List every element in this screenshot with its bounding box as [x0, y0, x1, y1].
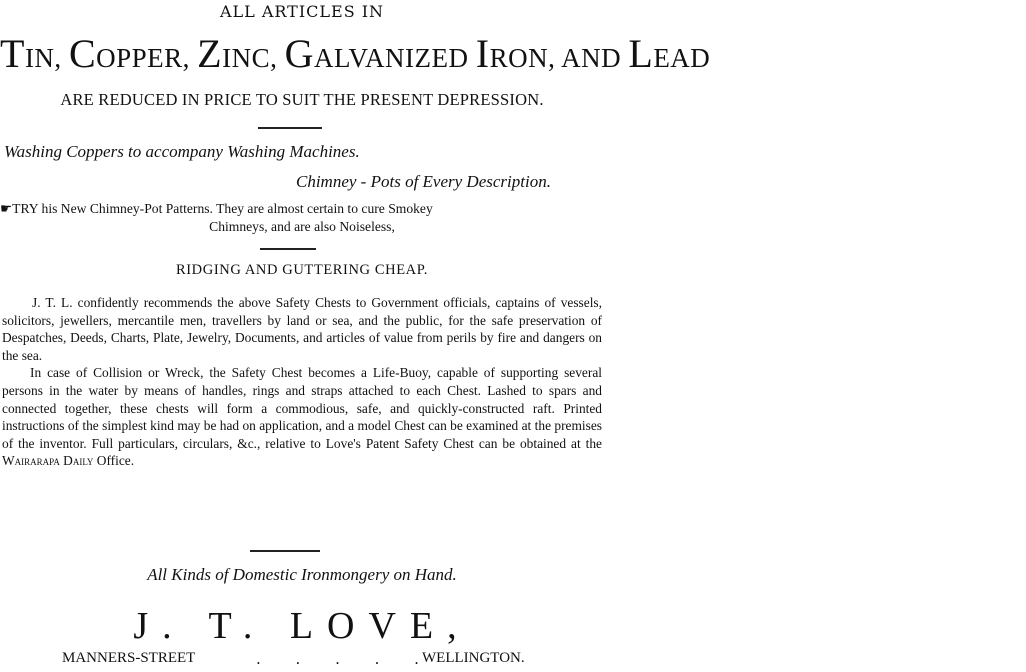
- try-patterns-line-2: Chimneys, and are also Noiseless,: [209, 219, 395, 234]
- chimney-pots-line: Chimney - Pots of Every Description.: [296, 172, 551, 191]
- paragraph-2: In case of Collision or Wreck, the Safety Chest becomes a Life-Buoy, capable of supporting several persons in the water by means of handles, rings and straps attached to each Chest. Lashed to spars and connected together, these chests will form a commodious, safe, and quickly-constructed raft. Printed instructions of the simplest kind may be had on application, and a model Chest can be examined at the premises of the inventor. Full particulars, circulars, &c., relative to Love's Patent Safety Chest can be obtained at the Wairarapa Daily Office.: [2, 365, 602, 469]
- divider-1: [258, 127, 322, 129]
- metal-lead: LEAD: [628, 31, 711, 76]
- try-patterns-line: ☛TRY his New Chimney-Pot Patterns. They are almost certain to cure Smokey: [0, 201, 433, 216]
- metal-tin: TIN,: [0, 31, 62, 76]
- merchant-name: J. T. LOVE,: [133, 605, 471, 647]
- divider-2: [260, 248, 316, 250]
- divider-3: [250, 550, 320, 552]
- metal-zinc: ZINC,: [197, 31, 278, 76]
- body-text: [2, 294, 602, 470]
- washing-coppers-line: Washing Coppers to accompany Washing Machines.: [4, 142, 360, 161]
- header-top-line: ALL ARTICLES IN: [219, 2, 385, 21]
- address-street: MANNERS-STREET: [62, 650, 196, 666]
- office-name: Wairarapa Daily: [2, 453, 94, 469]
- metal-and: AND: [561, 43, 622, 73]
- ridging-line: RIDGING AND GUTTERING CHEAP.: [175, 262, 428, 278]
- address-dots: . . . . .: [256, 650, 434, 668]
- domestic-ironmongery-line: All Kinds of Domestic Ironmongery on Hand.: [147, 565, 457, 584]
- paragraph-1: J. T. L. confidently recommends the above Safety Chests to Government officials, captains of vessels, solicitors, jewellers, mercantile men, travellers by land or sea, and the public, for the safe preservation of Despatches, Deeds, Charts, Plate, Jewelry, Documents, and articles of value from perils by fire and dangers on the sea.: [2, 295, 602, 363]
- metal-copper: COPPER,: [68, 31, 190, 76]
- metal-iron: IRON,: [475, 31, 556, 76]
- address-city: WELLINGTON.: [422, 650, 525, 666]
- metal-galvanized: GALVANIZED: [284, 31, 469, 76]
- metals-heading: [0, 30, 711, 77]
- reduced-price-line: ARE REDUCED IN PRICE TO SUIT THE PRESENT DEPRESSION.: [60, 90, 544, 109]
